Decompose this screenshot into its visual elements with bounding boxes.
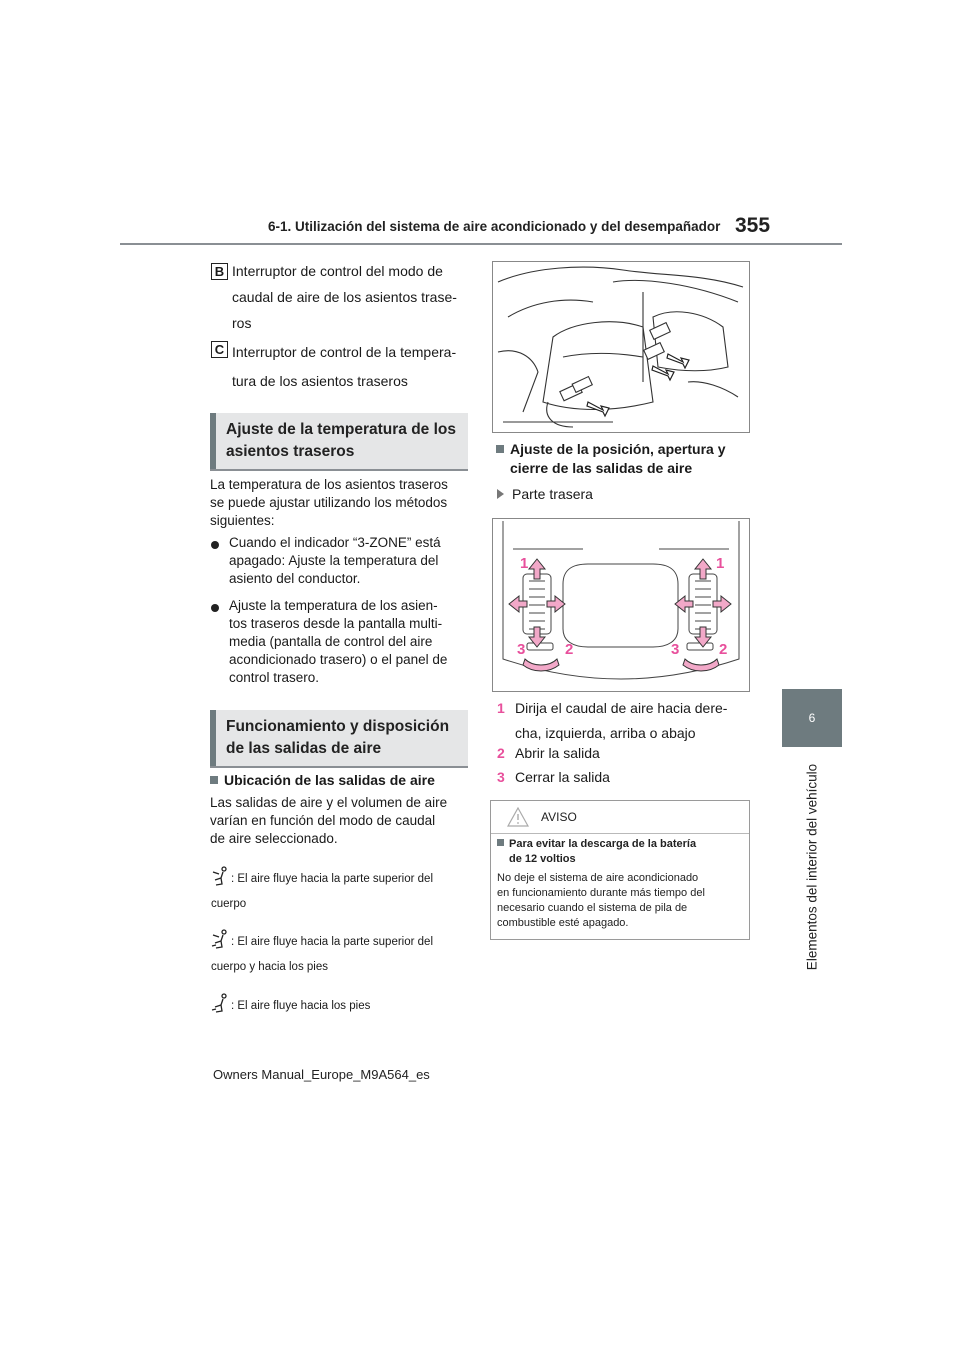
header-divider — [120, 243, 842, 245]
warning-triangle-icon — [507, 807, 529, 827]
page-number: 355 — [735, 214, 771, 237]
outlets-intro: Las salidas de aire y el volumen de aire varían en función del modo de caudal de aire seleccionado. — [210, 795, 448, 846]
airflow-upper-body-icon — [211, 866, 231, 886]
bullet-item: Ajuste la temperatura de los asien- tos traseros desde la pantalla multi- media (pantalla de control del aire acondicionado trasero) o el panel de control trasero. — [229, 598, 448, 685]
footer-manual-id: Owners Manual_Europe_M9A564_es — [213, 1067, 430, 1082]
figure-label: 3 — [671, 641, 680, 658]
subheading-outlet-location: Ubicación de las salidas de aire — [210, 771, 435, 790]
bullet-item: Cuando el indicador “3-ZONE” está apagado: Ajuste la temperatura del asiento del conductor. — [229, 535, 441, 586]
airflow-mode-feet: : El aire fluye hacia los pies — [211, 993, 370, 1013]
subheading-outlet-adjust: Ajuste de la posición, apertura y cierre de las salidas de aire — [496, 440, 726, 478]
notice-label: AVISO — [541, 810, 577, 824]
item-c-text: Interruptor de control de la tempera- tura de los asientos traseros — [232, 344, 457, 389]
notice-box — [490, 800, 750, 940]
bullet — [211, 604, 219, 612]
chapter-title-vertical: Elementos del interior del vehículo — [804, 763, 820, 971]
airflow-mode-upper-cont: cuerpo — [211, 898, 247, 910]
item-letter-b: B — [211, 263, 228, 280]
notice-heading: Para evitar la descarga de la batería de 12 voltios — [497, 837, 696, 867]
figure-label: 2 — [719, 641, 728, 658]
item-b-text: Interruptor de control del modo de caudal de aire de los asientos trase- ros — [232, 263, 457, 331]
figure-label: 1 — [716, 555, 725, 572]
temperature-intro: La temperatura de los asientos traseros se puede ajustar utilizando los métodos siguientes: — [210, 477, 448, 528]
rear-outlets-diagram — [492, 518, 750, 692]
section-heading-outlets: Funcionamiento y disposición de las salidas de aire — [210, 710, 468, 766]
airflow-mode-upper-feet: : El aire fluye hacia la parte superior del — [211, 929, 433, 949]
figure-label: 3 — [517, 641, 526, 658]
airflow-feet-icon — [211, 993, 231, 1013]
notice-body: No deje el sistema de aire acondicionado en funcionamiento durante más tiempo del necesario cuando el sistema de pila de combustible esté apagado. — [497, 872, 705, 929]
rear-seat-outlet-illustration — [492, 261, 750, 433]
step-1: 1 Dirija el caudal de aire hacia dere- cha, izquierda, arriba o abajo — [497, 700, 728, 741]
section-heading-temperature: Ajuste de la temperatura de los asientos traseros — [210, 413, 468, 469]
airflow-upper-body-feet-icon — [211, 929, 231, 949]
item-letter-c: C — [211, 341, 228, 358]
chapter-tab[interactable] — [782, 689, 842, 747]
sub-item-rear: Parte trasera — [497, 482, 593, 507]
section-header-title: 6-1. Utilización del sistema de aire acondicionado y del desempañador — [268, 219, 721, 234]
bullet — [211, 541, 219, 549]
notice-header — [491, 801, 749, 834]
figure-label: 1 — [520, 555, 529, 572]
airflow-mode-upper: : El aire fluye hacia la parte superior del — [211, 866, 433, 886]
chapter-number: 6 — [808, 711, 816, 725]
figure-label: 2 — [565, 641, 574, 658]
step-3: 3 Cerrar la salida — [497, 769, 610, 785]
step-2: 2 Abrir la salida — [497, 745, 600, 761]
airflow-mode-upper-feet-cont: cuerpo y hacia los pies — [211, 961, 328, 973]
